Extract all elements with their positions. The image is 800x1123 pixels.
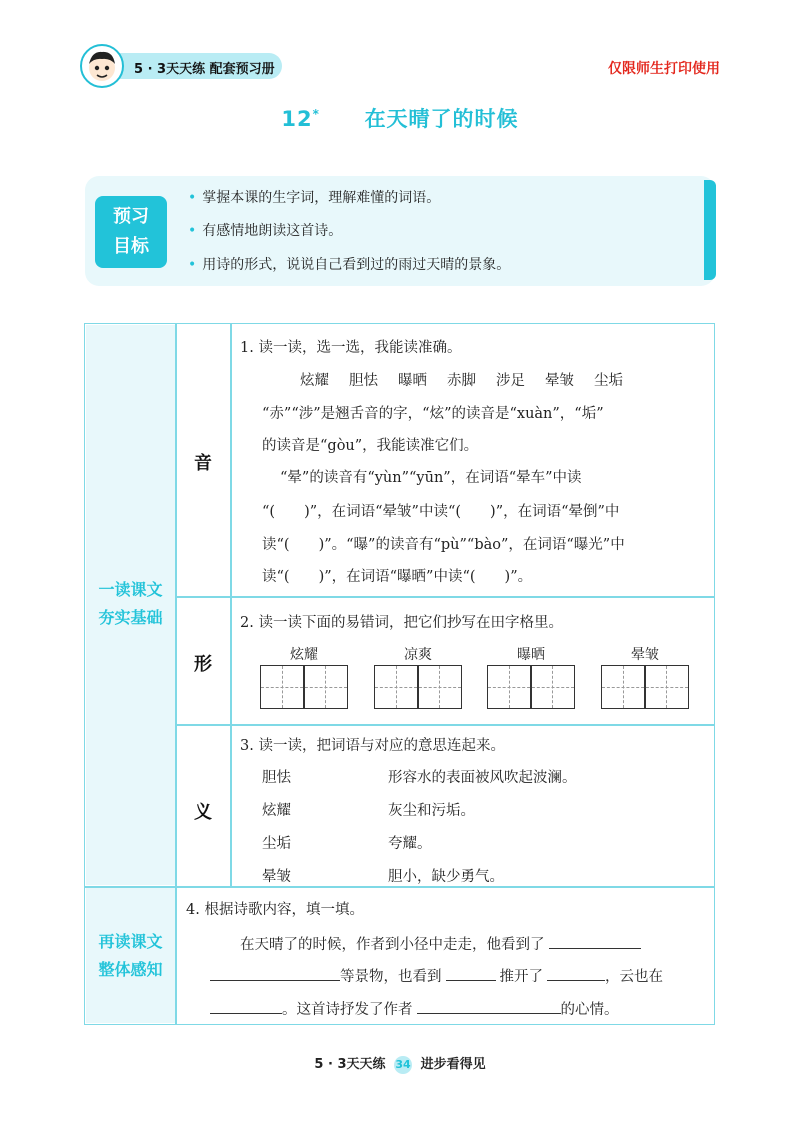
mascot-icon — [80, 44, 124, 88]
section1-label: 一读课文 夯实基础 — [98, 580, 163, 627]
print-note: 仅限师生打印使用 — [608, 61, 720, 77]
tianzige-grid[interactable] — [374, 665, 462, 709]
page-footer — [0, 1053, 800, 1074]
category-meaning: 义 — [194, 802, 212, 823]
grid-word: 晕皱 — [631, 647, 659, 663]
match-left[interactable]: 胆怯 — [262, 770, 291, 786]
match-right[interactable]: 胆小，缺少勇气。 — [388, 869, 504, 885]
goals-badge-line1: 预习 — [113, 206, 149, 227]
match-left[interactable]: 尘垢 — [262, 836, 291, 852]
q4-title: 4. 根据诗歌内容，填一填。 — [186, 902, 364, 918]
footer-brand: 5 · 3天天练 — [314, 1057, 386, 1072]
tianzige-grid[interactable] — [601, 665, 689, 709]
q1-words: 炫耀 胆怯 曝晒 赤脚 涉足 晕皱 尘垢 — [300, 373, 623, 389]
match-right[interactable]: 灰尘和污垢。 — [388, 803, 475, 819]
tianzige-grid[interactable] — [487, 665, 575, 709]
tianzige-grid[interactable] — [260, 665, 348, 709]
fill-blank[interactable] — [446, 964, 496, 981]
q4-line2: 等景物，也看到 推开了 ，云也在 — [210, 964, 663, 986]
grid-word: 炫耀 — [290, 647, 318, 663]
brand-text: 5 · 3天天练 配套预习册 — [134, 62, 275, 77]
q1-line: “晕”的读音有“yùn”“yūn”，在词语“晕车”中读 — [280, 470, 582, 486]
match-left[interactable]: 炫耀 — [262, 803, 291, 819]
lesson-title — [0, 103, 800, 133]
fill-blank[interactable] — [547, 964, 605, 981]
q3-title: 3. 读一读，把词语与对应的意思连起来。 — [240, 738, 505, 754]
goal-item: • 掌握本课的生字词，理解难懂的词语。 — [188, 190, 441, 206]
goal-item: • 有感情地朗读这首诗。 — [188, 223, 343, 239]
fill-blank[interactable] — [210, 964, 340, 981]
grid-word: 曝晒 — [517, 647, 545, 663]
q1-line: 的读音是“gòu”，我能读准它们。 — [262, 438, 479, 454]
match-left[interactable]: 晕皱 — [262, 869, 291, 885]
q1-line: 读“( )”。“曝”的读音有“pù”“bào”，在词语“曝光”中 — [262, 537, 625, 553]
fill-blank[interactable] — [417, 997, 561, 1014]
lesson-name: 在天晴了的时候 — [364, 107, 519, 131]
q1-line: 读“( )”，在词语“曝晒”中读“( )”。 — [262, 569, 533, 585]
lesson-marker: * — [312, 107, 320, 121]
q1-line: “( )”，在词语“晕皱”中读“( )”，在词语“晕倒”中 — [262, 504, 620, 520]
q2-title: 2. 读一读下面的易错词，把它们抄写在田字格里。 — [240, 615, 563, 631]
grid-word: 凉爽 — [404, 647, 432, 663]
section2-label: 再读课文 整体感知 — [98, 932, 163, 979]
goal-item: • 用诗的形式，说说自己看到过的雨过天晴的景象。 — [188, 257, 511, 273]
goals-badge-line2: 目标 — [113, 236, 149, 257]
footer-slogan: 进步看得见 — [420, 1057, 486, 1072]
q1-line: “赤”“涉”是翘舌音的字，“炫”的读音是“xuàn”，“垢” — [262, 406, 604, 422]
q4-line3: 。这首诗抒发了作者 的心情。 — [210, 997, 619, 1019]
category-form: 形 — [194, 654, 212, 675]
goals-badge — [95, 196, 167, 268]
match-right[interactable]: 形容水的表面被风吹起波澜。 — [388, 770, 577, 786]
category-sound: 音 — [194, 453, 212, 474]
q1-title: 1. 读一读，选一选，我能读准确。 — [240, 340, 462, 356]
fill-blank[interactable] — [549, 932, 641, 949]
lesson-number: 12 — [281, 107, 313, 131]
fill-blank[interactable] — [210, 997, 282, 1014]
q4-line1: 在天晴了的时候，作者到小径中走走，他看到了 — [240, 932, 641, 954]
page-number: 34 — [394, 1056, 412, 1074]
match-right[interactable]: 夸耀。 — [388, 836, 432, 852]
goals-accent-bar — [704, 180, 716, 280]
